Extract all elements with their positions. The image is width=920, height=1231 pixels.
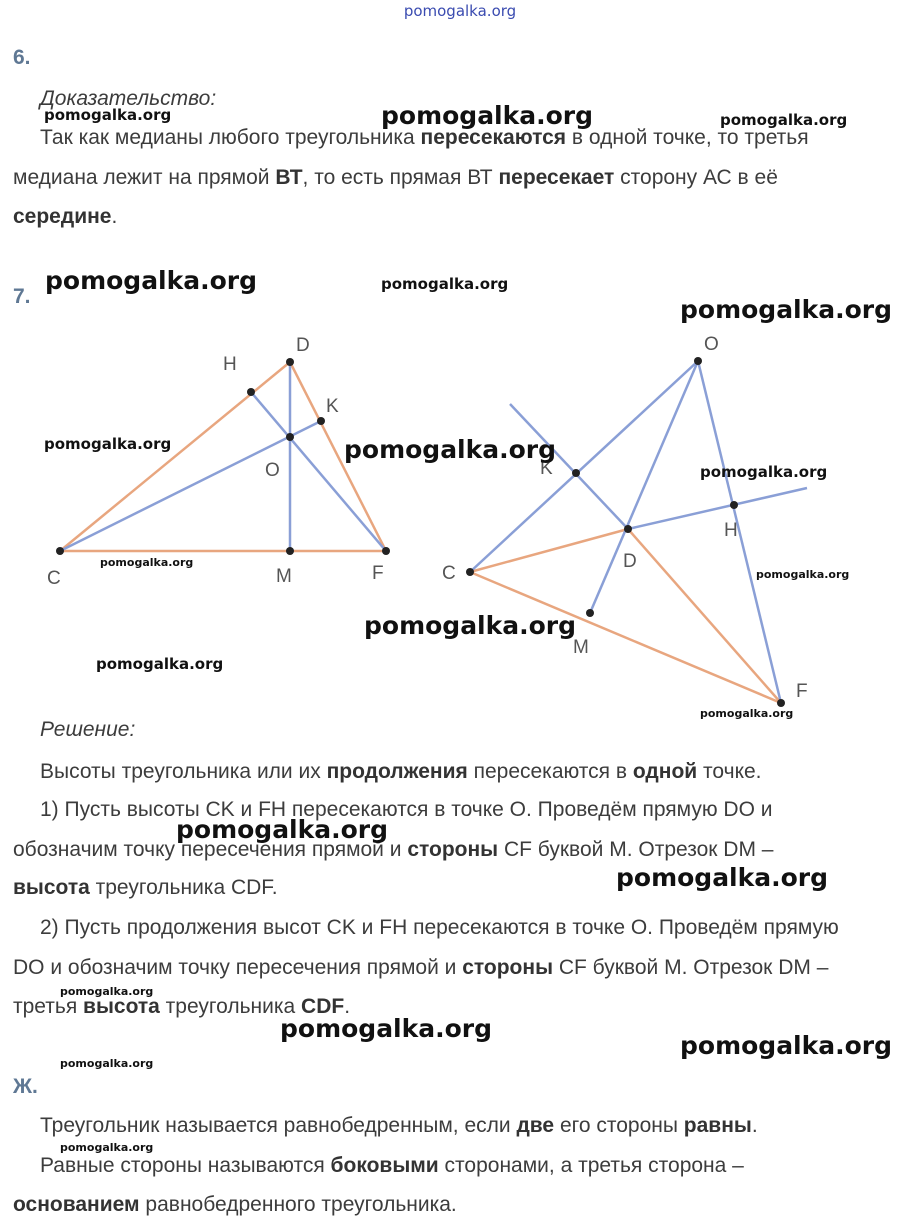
- proof-heading: Доказательство:: [40, 87, 217, 110]
- label-m: M: [276, 566, 292, 587]
- watermark: pomogalka.org: [616, 863, 829, 892]
- watermark: pomogalka.org: [100, 556, 194, 569]
- solution-heading: Решение:: [40, 718, 136, 741]
- watermark: pomogalka.org: [44, 435, 172, 453]
- watermark: pomogalka.org: [381, 101, 594, 130]
- watermark: pomogalka.org: [45, 266, 258, 295]
- figure-obtuse-triangle: [430, 320, 860, 720]
- watermark: pomogalka.org: [60, 1057, 154, 1070]
- section-zh-number: Ж.: [13, 1075, 38, 1098]
- point-o: [286, 433, 294, 441]
- watermark: pomogalka.org: [96, 655, 224, 673]
- label-k: K: [540, 458, 553, 479]
- solution-p1-line-1: 1) Пусть высоты CK и FH пересекаются в точке О. Проведём прямую DO и: [40, 798, 773, 821]
- section-6-line-3: середине.: [13, 205, 118, 228]
- watermark: pomogalka.org: [60, 1141, 154, 1154]
- point-m: [286, 547, 294, 555]
- watermark: pomogalka.org: [700, 707, 794, 720]
- point-c: [56, 547, 64, 555]
- label-o: O: [704, 334, 719, 355]
- label-m: M: [573, 637, 589, 658]
- solution-p2-line-1: 2) Пусть продолжения высот CK и FH пересекаются в точке О. Проведём прямую: [40, 916, 839, 939]
- watermark: pomogalka.org: [720, 111, 848, 129]
- side-df: [628, 529, 781, 703]
- point-k: [317, 417, 325, 425]
- line-dk-extended: [510, 404, 628, 529]
- section-zh-line-3: основанием равнобедренного треугольника.: [13, 1193, 457, 1216]
- watermark: pomogalka.org: [680, 1031, 893, 1060]
- label-f: F: [796, 681, 808, 702]
- point-k: [572, 469, 580, 477]
- altitude-fh-extension: [698, 361, 781, 703]
- solution-p2-line-3: третья высота треугольника CDF.: [13, 995, 351, 1018]
- point-f: [382, 547, 390, 555]
- point-d: [286, 358, 294, 366]
- site-header-link[interactable]: pomogalka.org: [403, 2, 517, 20]
- point-h: [247, 388, 255, 396]
- watermark: pomogalka.org: [44, 106, 172, 124]
- watermark: pomogalka.org: [60, 985, 154, 998]
- point-o: [694, 357, 702, 365]
- section-zh-line-1: Треугольник называется равнобедренным, если две его стороны равны.: [40, 1114, 758, 1137]
- label-k: K: [326, 396, 339, 417]
- point-m: [586, 609, 594, 617]
- solution-p2-line-2: DO и обозначим точку пересечения прямой и стороны CF буквой M. Отрезок DM –: [13, 956, 829, 979]
- watermark: pomogalka.org: [344, 435, 557, 464]
- watermark: pomogalka.org: [176, 815, 389, 844]
- point-h: [730, 501, 738, 509]
- label-c: C: [47, 568, 61, 589]
- label-d: D: [296, 335, 310, 356]
- label-d: D: [623, 551, 637, 572]
- label-h: H: [223, 354, 237, 375]
- point-f: [777, 699, 785, 707]
- watermark: pomogalka.org: [381, 275, 509, 293]
- section-6-line-2: медиана лежит на прямой ВТ, то есть прямая ВТ пересекает сторону АС в её: [13, 166, 778, 189]
- section-7-number: 7.: [13, 285, 31, 308]
- solution-intro: Высоты треугольника или их продолжения пересекаются в одной точке.: [40, 760, 762, 783]
- point-c: [466, 568, 474, 576]
- label-h: H: [724, 520, 738, 541]
- section-6-line-1: Так как медианы любого треугольника пересекаются в одной точке, то третья: [40, 126, 809, 149]
- solution-p1-line-2: обозначим точку пересечения прямой и стороны CF буквой M. Отрезок DM –: [13, 838, 774, 861]
- line-od-m: [590, 361, 698, 613]
- side-cd: [60, 362, 290, 551]
- watermark: pomogalka.org: [756, 568, 850, 581]
- watermark: pomogalka.org: [280, 1014, 493, 1043]
- label-f: F: [372, 563, 384, 584]
- point-d: [624, 525, 632, 533]
- line-dh-extended: [628, 488, 807, 529]
- watermark: pomogalka.org: [700, 463, 828, 481]
- section-zh-line-2: Равные стороны называются боковыми сторонами, а третья сторона –: [40, 1154, 744, 1177]
- label-c: C: [442, 563, 456, 584]
- watermark: pomogalka.org: [364, 611, 577, 640]
- section-6-number: 6.: [13, 46, 31, 69]
- solution-p1-line-3: высота треугольника CDF.: [13, 876, 278, 899]
- label-o: O: [265, 460, 280, 481]
- watermark: pomogalka.org: [680, 295, 893, 324]
